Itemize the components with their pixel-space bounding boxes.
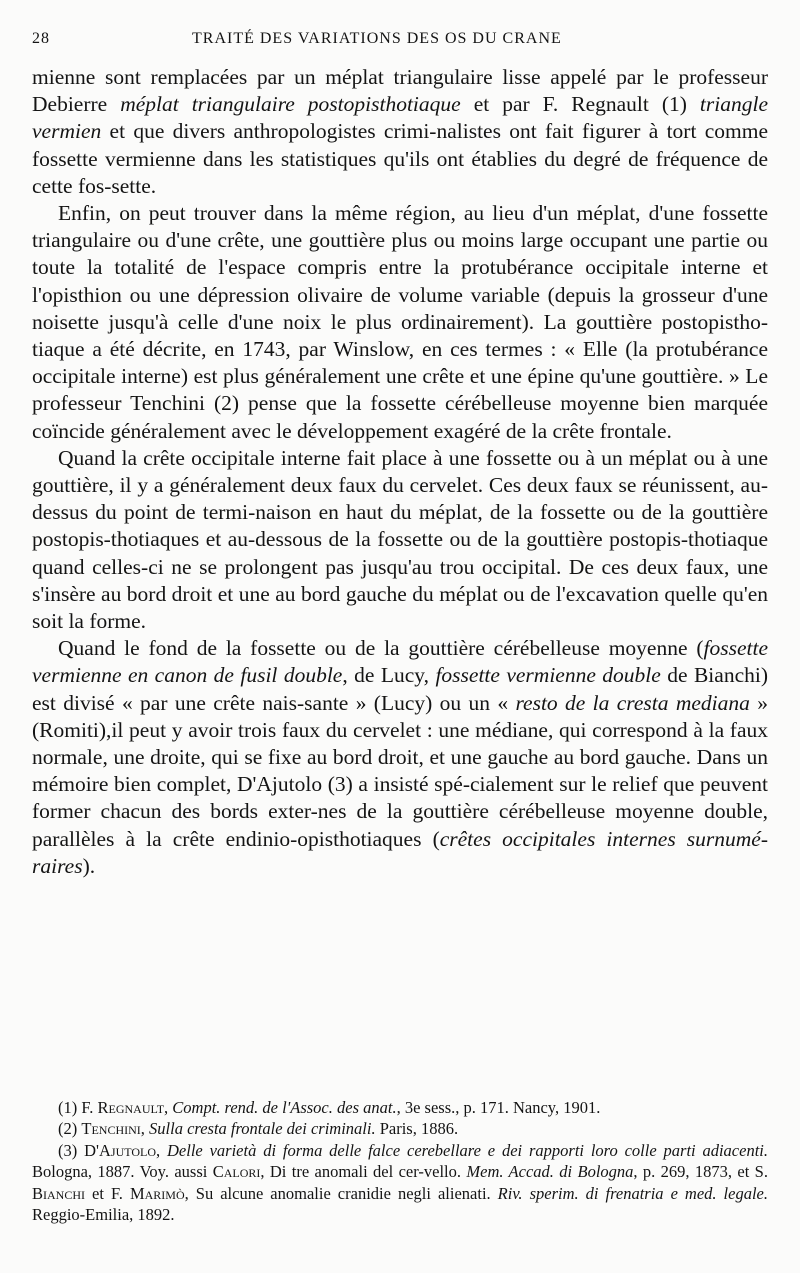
paragraph-4-text-4: » (Romiti),il peut y avoir trois faux du cervelet : une médiane, qui correspond à la faux normale, une droite, qui se fixe au bord droit, et une gauche au bord gauche. Dans un mémoire bien complet, D'Ajutolo (3) a insisté spé-cialement sur le relief que peuvent former chacun des bords exter-nes de la gouttière cérébelleuse moyenne double, parallèles à la crête endinio-opisthotiaques ( <box>32 690 768 851</box>
paragraph-4-text-3: de Bianchi) est divisé « par une crête nais-sante » (Lucy) ou un « <box>32 663 768 715</box>
body-text <box>32 64 768 880</box>
footnote-3-title-3: Riv. sperim. di frenatria e med. legale. <box>497 1183 768 1203</box>
page-number: 28 <box>32 30 50 47</box>
footnote-1-number: (1) F. <box>58 1098 98 1117</box>
paragraph-2-text-1: Enfin, on peut trouver dans la même région, au lieu d'un méplat, d'une fossette triangulaire ou d'une crête, une gouttière plus ou moins large occupant une partie ou toute la totalité de l'espace compris entre la protubérance occipitale interne et l'opisthion ou une dépression olivaire de volume variable (depuis la grosseur d'une noisette jusqu'à celle d'une noix le plus ordinairement). La gouttière postopistho-tiaque a été décrite, en 1743, par Winslow, en ces termes : « Elle (la protubérance occipitale interne) est plus généralement une crête et une épine qu'une gouttière. » Le professeur Tenchini (2) pense que la fossette cérébelleuse moyenne bien marquée coïncide généralement avec le développement exagéré de la crête frontale. <box>32 201 768 443</box>
footnote-3-text-3: , p. 269, 1873, et S. <box>633 1162 768 1182</box>
page-header <box>32 30 768 52</box>
footnote-3-title-2: Mem. Accad. di Bologna <box>466 1162 634 1182</box>
footnote-3 <box>32 1140 768 1226</box>
paragraph-1 <box>32 64 768 200</box>
paragraph-4-italic-2: fossette vermienne double <box>435 663 661 688</box>
paragraph-4-text-1: Quand le fond de la fossette ou de la gouttière cérébelleuse moyenne ( <box>58 636 704 661</box>
paragraph-4-text-2: , de Lucy, <box>342 663 436 688</box>
footnote-2-rest: Paris, 1886. <box>375 1119 459 1139</box>
footnote-2 <box>32 1118 768 1139</box>
footnote-2-number: (2) <box>58 1119 82 1139</box>
paragraph-1-text-3: et que divers anthropologistes crimi-nalistes ont fait figurer à tort comme fossette vermienne dans les statistiques qu'ils ont établies du degré de fréquence de cette fos-sette. <box>32 119 768 198</box>
footnote-2-author: Tenchini <box>81 1119 141 1139</box>
paragraph-1-text-1: mienne sont remplacées par un méplat triangulaire lisse appelé par le professeur Debierre <box>32 65 768 117</box>
footnote-3-number: (3) D' <box>58 1140 99 1160</box>
paragraph-4-italic-4: crêtes occipitales internes surnumé-raires <box>32 826 768 878</box>
paragraph-3-text-1: Quand la crête occipitale interne fait place à une fossette ou à un méplat ou à une gouttière, il y a généralement deux faux du cervelet. Ces deux faux se réunissent, au-dessus du point de termi-naison en haut du méplat, de la fossette ou de la gouttière postopis-thotiaques et au-dessous de la fossette ou de la gouttière postopis-thotiaque quand celles-ci ne se prolongent pas jusqu'au trou occipital. De ces deux faux, une s'insère au bord droit et une au bord gauche du méplat ou de l'excavation quelle qu'en soit la forme. <box>32 445 768 634</box>
footnote-3-separator: , <box>156 1140 168 1160</box>
footnote-3-text-6: Reggio-Emilia, 1892. <box>32 1205 175 1225</box>
paragraph-1-text-2: et par F. Regnault (1) <box>460 92 700 117</box>
paragraph-1-italic-2: triangle vermien <box>32 92 768 144</box>
footnote-3-title: Delle varietà di forma delle falce cerebellare e dei rapporti loro colle parti adiacenti. <box>167 1140 768 1160</box>
footnote-1-author: Regnault <box>97 1098 165 1117</box>
footnote-3-text-1: Bologna, 1887. Voy. aussi <box>32 1162 213 1182</box>
footnote-2-title: Sulla cresta frontale dei criminali. <box>149 1119 376 1139</box>
paragraph-1-italic-1: méplat triangulaire postopisthotiaque <box>120 92 461 117</box>
footnote-3-author-3: Bianchi <box>32 1183 85 1203</box>
footnote-3-text-5: , Su alcune anomalie cranidie negli alienati. <box>184 1183 498 1203</box>
footnote-1-separator: , <box>164 1098 173 1117</box>
footnotes <box>32 1097 768 1225</box>
paragraph-4 <box>32 635 768 880</box>
footnote-3-author-2: Calori <box>212 1162 261 1182</box>
paragraph-3 <box>32 445 768 635</box>
paragraph-4-italic-3: resto de la cresta mediana <box>515 690 750 715</box>
running-title: TRAITÉ DES VARIATIONS DES OS DU CRANE <box>192 30 562 47</box>
footnote-1-title: Compt. rend. de l'Assoc. des anat. <box>172 1098 397 1117</box>
footnote-3-text-4: et F. <box>85 1183 130 1203</box>
footnote-1-rest: , 3e sess., p. 171. Nancy, 1901. <box>396 1098 601 1117</box>
footnote-3-text-2: , Di tre anomali del cer-vello. <box>260 1162 467 1182</box>
paragraph-2 <box>32 200 768 445</box>
paragraph-4-italic-1: fossette vermienne en canon de fusil double <box>32 636 768 688</box>
paragraph-4-text-5: ). <box>82 853 96 878</box>
footnote-3-author: Ajutolo <box>99 1140 157 1160</box>
footnote-3-author-4: Marimò <box>129 1183 185 1203</box>
footnote-1 <box>32 1097 768 1118</box>
footnote-2-separator: , <box>140 1119 150 1139</box>
